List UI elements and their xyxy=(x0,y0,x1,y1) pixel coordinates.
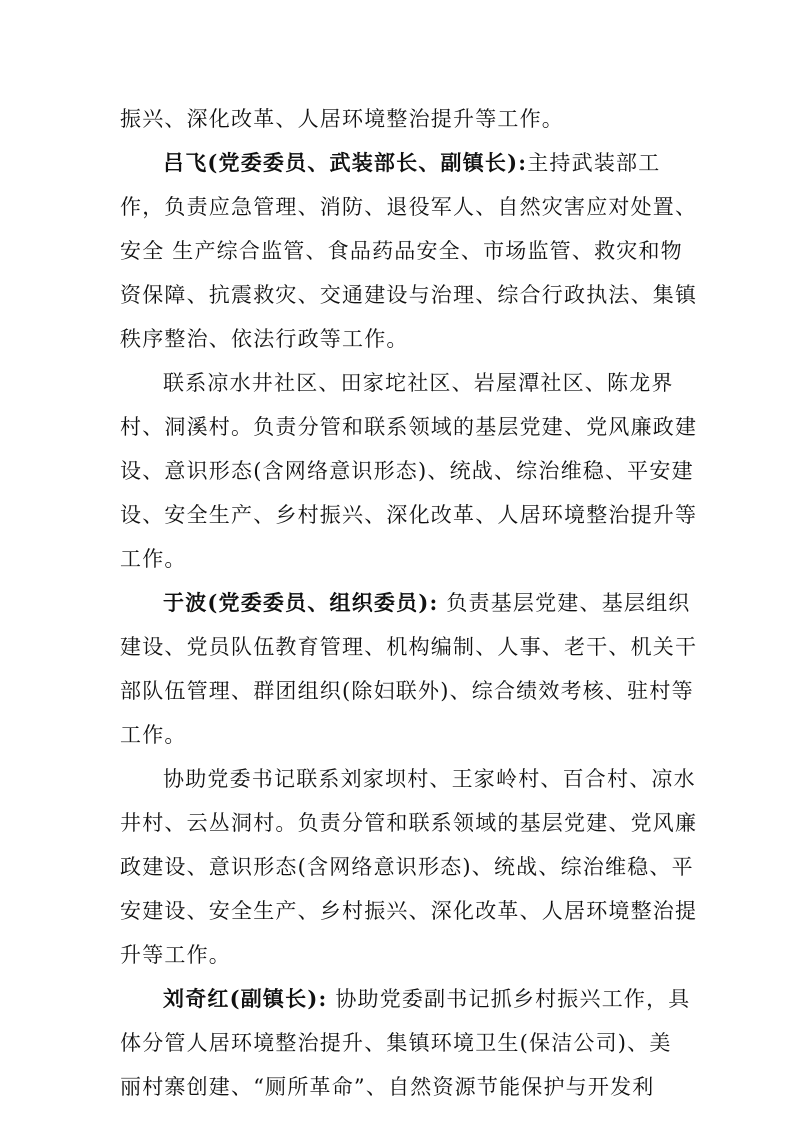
text-run: 主持武装部工 xyxy=(527,151,661,175)
text-run: 振兴、深化改革、人居环境整治提升等工作。 xyxy=(120,107,564,131)
person-heading: 吕飞(党委委员、武装部长、副镇长): xyxy=(163,150,528,175)
text-run: 建设、党员队伍教育管理、机构编制、人事、老干、机关干 xyxy=(120,635,698,659)
text-run: 工作。 xyxy=(120,547,187,571)
text-run: 设、意识形态(含网络意识形态)、统战、综治维稳、平安建 xyxy=(120,459,694,483)
text-line xyxy=(120,1072,680,1102)
text-line xyxy=(120,896,698,926)
text-run: 协助党委书记联系刘家坝村、王家岭村、百合村、凉水 xyxy=(163,767,696,791)
text-run: 资保障、抗震救灾、交通建设与治理、综合行政执法、集镇 xyxy=(120,283,698,307)
text-run: 联系凉水井社区、田家坨社区、岩屋潭社区、陈龙界 xyxy=(163,371,674,395)
text-line xyxy=(163,984,691,1014)
text-line xyxy=(120,412,698,442)
text-run: 安建设、安全生产、乡村振兴、深化改革、人居环境整治提 xyxy=(120,899,698,923)
text-line xyxy=(120,720,680,750)
text-run: 部队伍管理、群团组织(除妇联外)、综合绩效考核、驻村等 xyxy=(120,679,694,703)
text-line xyxy=(120,676,694,706)
text-line xyxy=(120,192,698,222)
text-line xyxy=(120,940,680,970)
person-heading: 刘奇红(副镇长): xyxy=(163,986,328,1011)
text-run: 丽村寨创建、“厕所革命”、自然资源节能保护与开发利 xyxy=(120,1075,655,1099)
text-line xyxy=(120,632,698,662)
text-run: 体分管人居环境整治提升、集镇环境卫生(保洁公司)、美 xyxy=(120,1031,672,1055)
text-line xyxy=(163,764,696,794)
person-heading: 于波(党委委员、组织委员): xyxy=(163,590,439,615)
text-run: 村、洞溪村。负责分管和联系领域的基层党建、党风廉政建 xyxy=(120,415,698,439)
text-line xyxy=(120,456,694,486)
text-line xyxy=(120,544,680,574)
text-line xyxy=(120,1028,680,1058)
text-run: 协助党委副书记抓乡村振兴工作，具 xyxy=(327,987,691,1011)
text-run: 井村、云丛洞村。负责分管和联系领域的基层党建、党风廉 xyxy=(120,811,698,835)
text-run: 政建设、意识形态(含网络意识形态)、统战、综治维稳、平 xyxy=(120,855,694,879)
text-run: 工作。 xyxy=(120,723,187,747)
text-run: 安全 生产综合监管、食品药品安全、市场监管、救灾和物 xyxy=(120,239,683,263)
text-run: 设、安全生产、乡村振兴、深化改革、人居环境整治提升等 xyxy=(120,503,698,527)
text-line xyxy=(120,324,680,354)
text-run: 秩序整治、依法行政等工作。 xyxy=(120,327,409,351)
text-line xyxy=(163,148,680,178)
text-run: 负责基层党建、基层组织 xyxy=(438,591,691,615)
text-line xyxy=(120,808,698,838)
text-run: 作，负责应急管理、消防、退役军人、自然灾害应对处置、 xyxy=(120,195,698,219)
text-line xyxy=(163,588,691,618)
text-line xyxy=(120,280,698,310)
text-line xyxy=(120,500,698,530)
text-run: 升等工作。 xyxy=(120,943,231,967)
text-line xyxy=(120,852,694,882)
text-line xyxy=(163,368,680,398)
text-line xyxy=(120,104,680,134)
text-line xyxy=(120,236,683,266)
